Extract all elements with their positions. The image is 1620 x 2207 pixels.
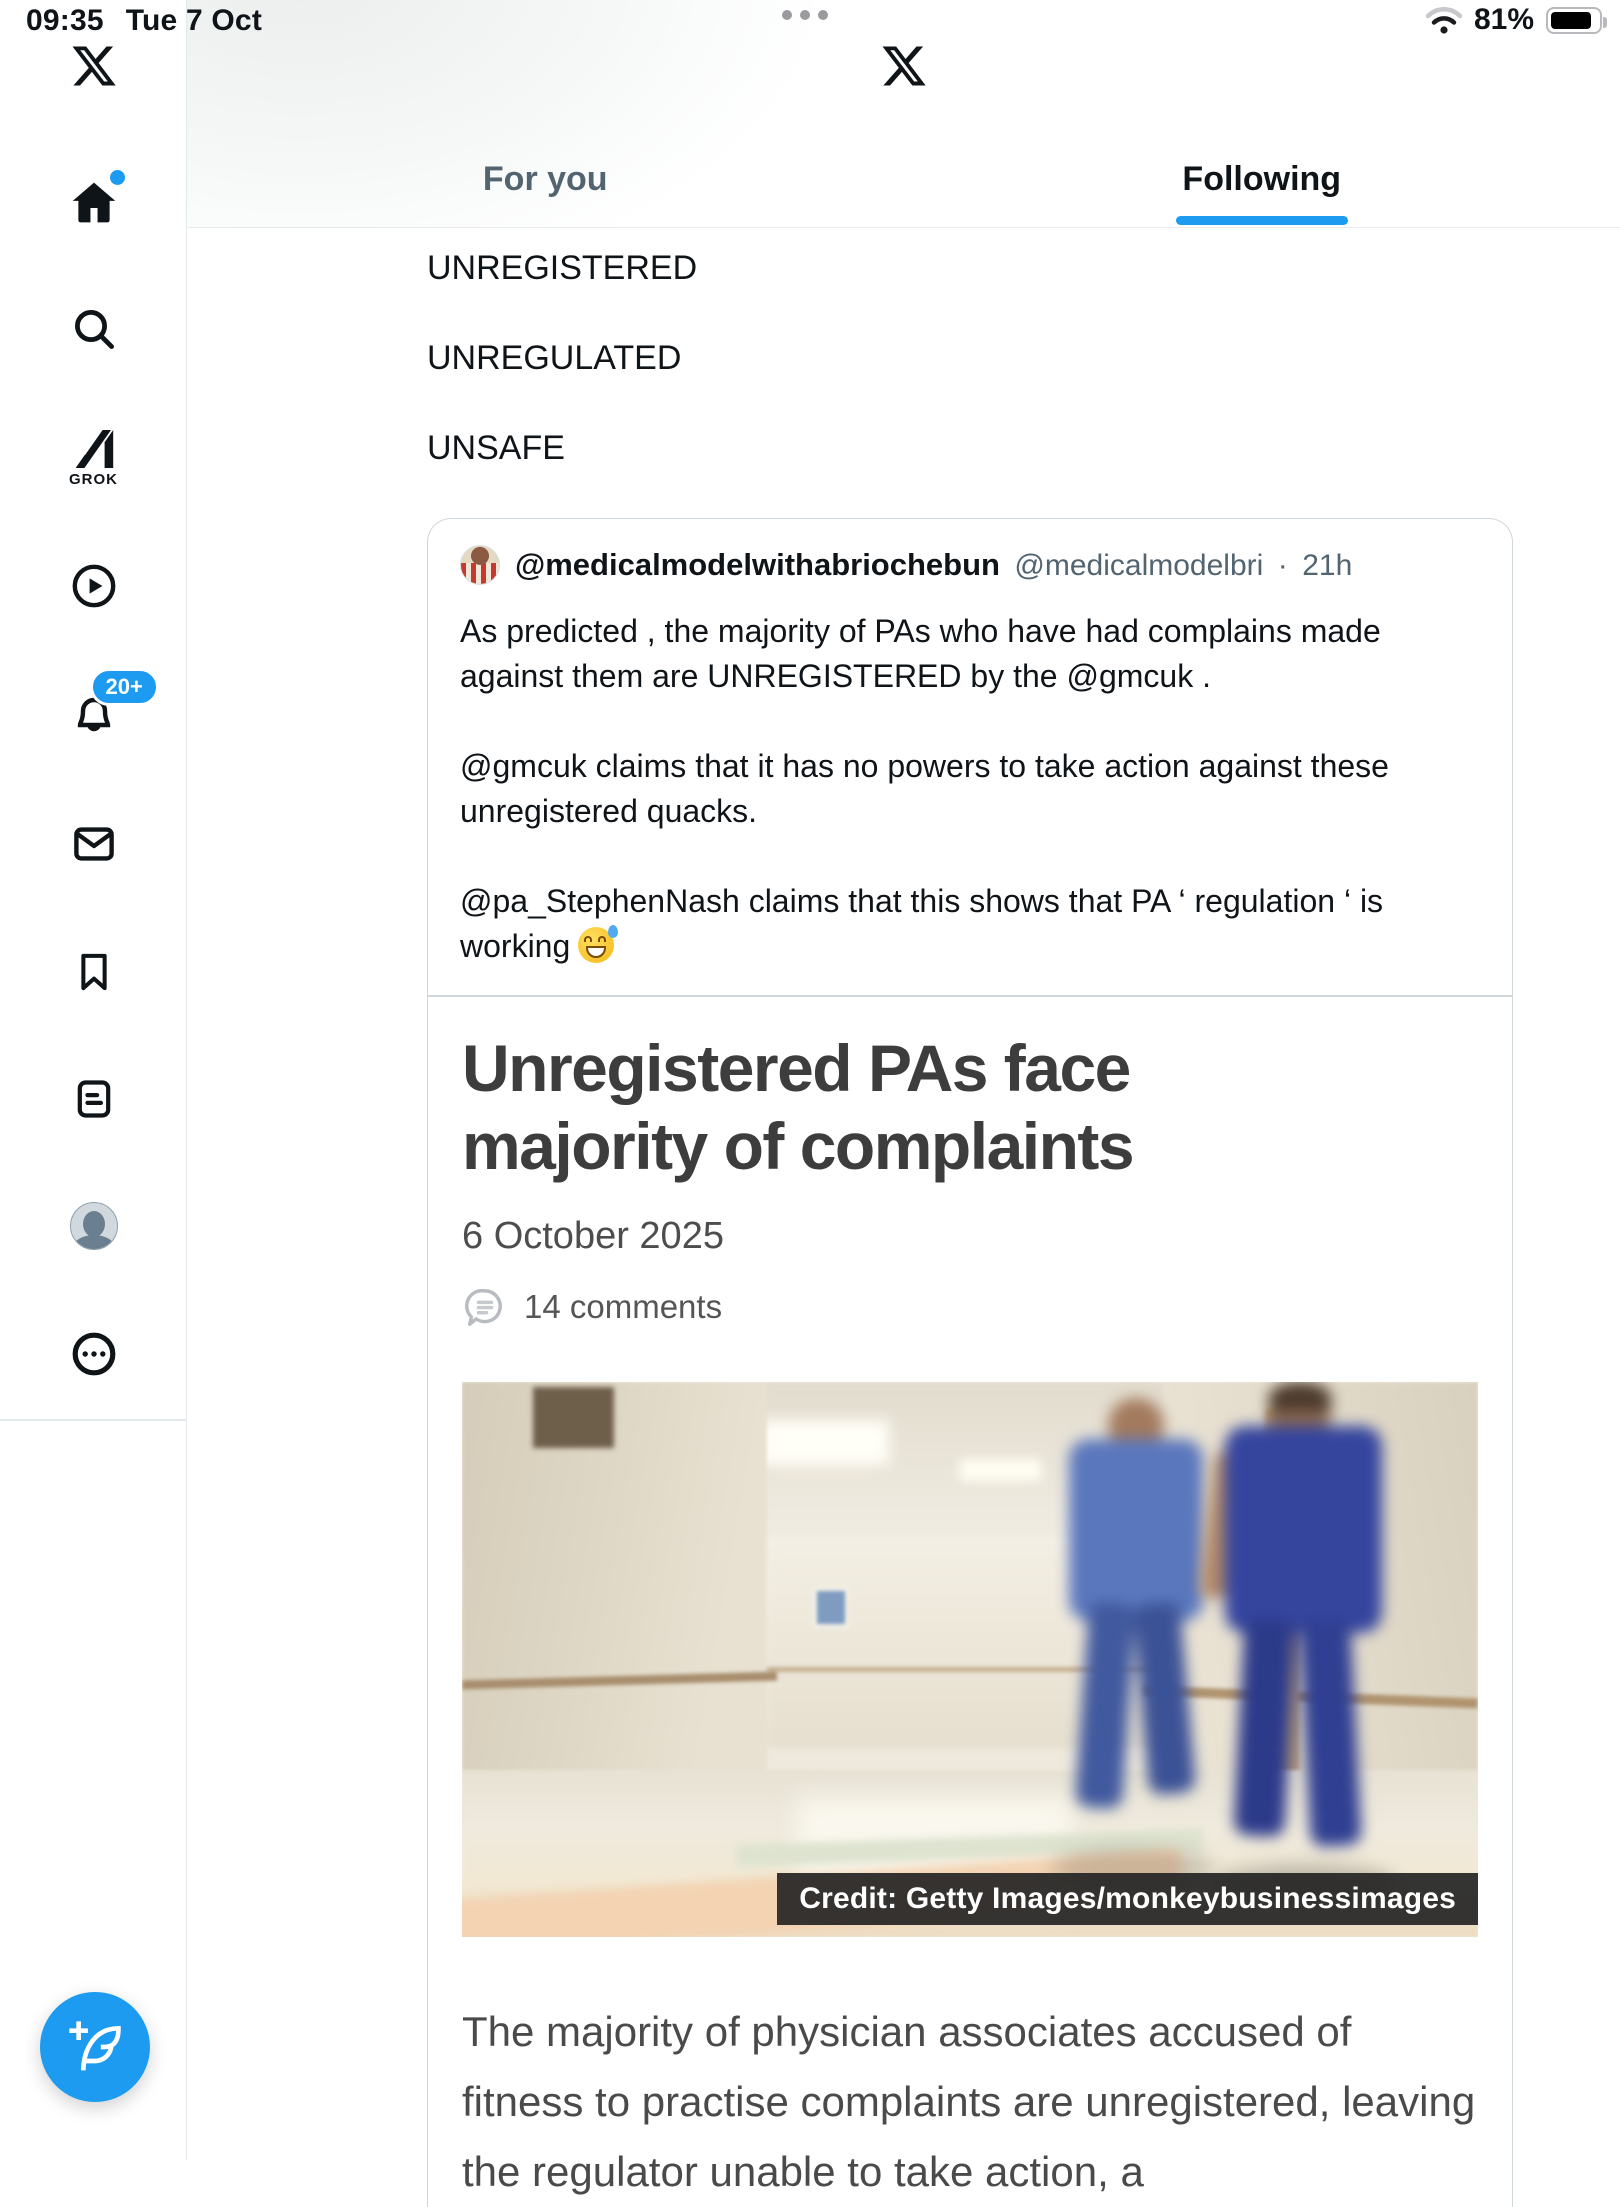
header-x-logo-icon xyxy=(880,42,928,90)
compose-button[interactable] xyxy=(40,1992,150,2102)
tab-for-you[interactable] xyxy=(187,131,904,227)
bookmark-icon xyxy=(72,948,116,996)
multitask-indicator-icon xyxy=(782,10,828,20)
blurred-person-scrubs xyxy=(1214,1382,1397,1876)
tab-following-label: Following xyxy=(1182,160,1341,199)
status-bar xyxy=(0,0,1620,40)
tweet-text-line: UNREGULATED xyxy=(427,338,1513,378)
sidebar-item-notifications[interactable] xyxy=(0,688,187,736)
tweet-body xyxy=(427,248,1513,468)
quoted-paragraph: As predicted , the majority of PAs who have had complains made against them are UNREGISTERED by the @gmcuk . xyxy=(460,609,1480,699)
blurred-person-scrubs xyxy=(1051,1398,1224,1853)
article-headline: Unregistered PAs face majority of complaints xyxy=(462,1029,1262,1185)
quoted-tweet-card[interactable] xyxy=(427,518,1513,2207)
image-credit: Credit: Getty Images/monkeybusinessimages xyxy=(777,1873,1478,1925)
tab-following[interactable] xyxy=(904,131,1620,227)
tweet-text-line: UNREGISTERED xyxy=(427,248,1513,288)
more-circle-icon xyxy=(70,1330,118,1378)
sidebar-item-x-logo[interactable] xyxy=(0,42,187,90)
envelope-icon xyxy=(70,820,118,868)
quoted-timestamp: 21h xyxy=(1302,549,1352,582)
quoted-handle: @medicalmodelbri xyxy=(1014,549,1263,582)
compose-feather-icon xyxy=(67,2019,123,2075)
notifications-badge: 20+ xyxy=(90,668,159,706)
tab-for-you-label: For you xyxy=(483,160,608,199)
home-icon xyxy=(69,178,119,228)
home-notification-dot xyxy=(110,170,125,185)
article-comments-count: 14 comments xyxy=(524,1288,722,1326)
quoted-tweet-header xyxy=(428,519,1512,609)
sidebar-item-messages[interactable] xyxy=(0,820,187,868)
sidebar-item-more[interactable] xyxy=(0,1330,187,1378)
hospital-corridor-photo xyxy=(462,1382,1478,1937)
sidebar-item-lists[interactable] xyxy=(0,1075,187,1123)
wifi-icon xyxy=(1426,5,1462,35)
battery-percent: 81% xyxy=(1474,3,1534,37)
quoted-avatar[interactable] xyxy=(460,545,500,585)
sidebar-item-profile[interactable] xyxy=(0,1202,187,1250)
sidebar-divider xyxy=(0,1419,187,1421)
status-time-date xyxy=(26,4,262,38)
article-preview[interactable] xyxy=(428,997,1512,2207)
quoted-paragraph: @gmcuk claims that it has no powers to take action against these unregistered quacks. xyxy=(460,744,1480,834)
sidebar-item-search[interactable] xyxy=(0,305,187,353)
status-time: 09:35 xyxy=(26,4,104,37)
sidebar-item-bookmarks[interactable] xyxy=(0,948,187,996)
feed-tabs xyxy=(187,131,1620,227)
article-excerpt: The majority of physician associates accused of fitness to practise complaints are unregistered, leaving the regulator unable to take action, a xyxy=(462,1997,1478,2207)
sidebar-item-video[interactable] xyxy=(0,562,187,610)
grok-icon xyxy=(70,425,118,469)
comment-bubble-icon xyxy=(462,1284,508,1330)
timeline xyxy=(187,228,1620,2207)
quoted-paragraph: @pa_StephenNash claims that this shows that PA ‘ regulation ‘ is working xyxy=(460,879,1480,969)
status-date: Tue 7 Oct xyxy=(126,4,262,37)
lists-icon xyxy=(71,1075,117,1123)
profile-avatar xyxy=(70,1202,118,1250)
quoted-tweet-text xyxy=(428,609,1512,969)
tweet-text-line: UNSAFE xyxy=(427,428,1513,468)
main-content xyxy=(187,0,1620,2160)
active-tab-underline xyxy=(1176,216,1348,225)
article-hero-image[interactable] xyxy=(462,1382,1478,1937)
quoted-display-handle[interactable]: @medicalmodelwithabriochebun xyxy=(515,547,1000,582)
sidebar-item-home[interactable] xyxy=(0,178,187,228)
sidebar-nav xyxy=(0,0,187,2160)
quoted-separator: · xyxy=(1278,549,1288,582)
play-circle-icon xyxy=(70,562,118,610)
sidebar-item-grok[interactable] xyxy=(0,425,187,488)
grok-label: GROK xyxy=(69,471,118,488)
x-logo-icon xyxy=(70,42,118,90)
article-comments-row[interactable] xyxy=(462,1284,1478,1330)
sweat-grin-emoji xyxy=(578,927,614,963)
search-icon xyxy=(70,305,118,353)
battery-icon xyxy=(1546,7,1602,34)
article-date: 6 October 2025 xyxy=(462,1215,1478,1258)
